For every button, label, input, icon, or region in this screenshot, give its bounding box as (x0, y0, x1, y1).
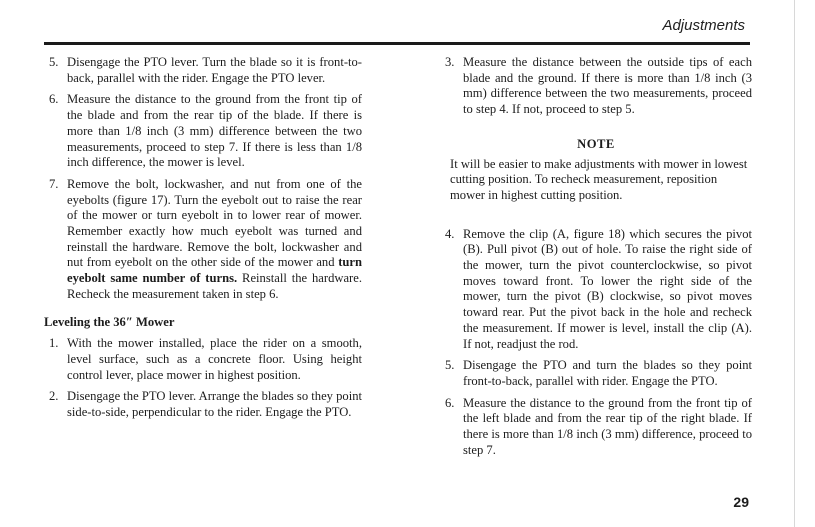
step-text: Disengage the PTO and turn the blades so they point front-to-back, parallel with rider. Engage the PTO. (463, 358, 752, 388)
list-item (440, 396, 752, 459)
list-item (44, 55, 362, 86)
step-text: Disengage the PTO lever. Turn the blade so it is front-to-back, parallel with the rider. Engage the PTO lever. (67, 55, 362, 85)
list-item (44, 389, 362, 420)
page-header-title: Adjustments (662, 17, 745, 34)
step-number: 6. (445, 395, 455, 410)
step-text: Measure the distance between the outside tips of each blade and the ground. If there is more than 1/8 inch (3 mm) difference between the two measurements, proceed to step 4. If not, proceed to step 5. (463, 55, 752, 117)
step-number: 2. (49, 389, 59, 404)
list-item (44, 336, 362, 383)
steps-list-c (440, 55, 752, 118)
step-text-continued: Reinstall the hardware. Recheck the measurement taken in step 6. (67, 271, 362, 301)
steps-list-b (44, 336, 362, 421)
step-number: 7. (49, 176, 59, 191)
list-item (44, 177, 362, 303)
step-number: 3. (445, 55, 455, 69)
steps-list-d (440, 227, 752, 459)
right-column (440, 55, 752, 464)
note-title: NOTE (577, 136, 615, 151)
step-text: Disengage the PTO lever. Arrange the blades so they point side-to-side, perpendicular to the rider. Engage the PTO. (67, 389, 362, 420)
page-edge-line (794, 0, 795, 527)
step-number: 5. (49, 55, 59, 69)
page-number: 29 (733, 494, 749, 510)
step-text: Remove the bolt, lockwasher, and nut from one of the eyebolts (figure 17). Turn the eyebolt out to raise the rear of the mower or turn eyebolt in to lower rear of mower. Remember exactly how much eyebolt was turned and reinstall the hardware. Remove the bolt, lockwasher and nut from eyebolt on the other side of the mower and (67, 176, 362, 270)
list-item (440, 55, 752, 118)
step-text: Remove the clip (A, figure 18) which secures the pivot (B). Pull pivot (B) out of hole. To raise the right side of the mower, turn the pivot counterclockwise, so pivot moves toward front. To lower the right side of the mower, turn the pivot (B) clockwise, so pivot moves toward rear. Put the pivot back in the hole and recheck the measurement. If mower is level, install the clip (A). If not, readjust the rod. (463, 226, 752, 351)
note-text: It will be easier to make adjustments with mower in lowest cutting position. To recheck measurement, reposition mower in highest cutting position. (450, 156, 748, 202)
step-number: 6. (49, 92, 59, 107)
step-number: 5. (445, 358, 455, 373)
list-item (440, 227, 752, 353)
section-heading: Leveling the 36″ Mower (44, 314, 175, 329)
step-text: Measure the distance to the ground from the front tip of the blade and from the rear tip of the blade. If there is more than 1/8 inch (3 mm) difference between the two measurements, proceed to step 7. If there is less than 1/8 inch difference, the mower is level. (67, 92, 362, 170)
step-number: 4. (445, 226, 455, 241)
step-text: Measure the distance to the ground from the front tip of the left blade and from the rear tip of the right blade. If there is more than 1/8 inch (3 mm) difference, proceed to step 7. (463, 395, 752, 457)
step-text-emphasis: turn eyebolt same number of turns. (67, 255, 362, 286)
left-column (44, 55, 362, 427)
list-item (44, 92, 362, 171)
step-number: 1. (49, 336, 59, 351)
list-item (440, 358, 752, 389)
header-rule (44, 42, 750, 45)
steps-list-a (44, 55, 362, 303)
step-text: With the mower installed, place the rider on a smooth, level surface, such as a concrete floor. Using height control lever, place mower in highest position. (67, 336, 362, 382)
